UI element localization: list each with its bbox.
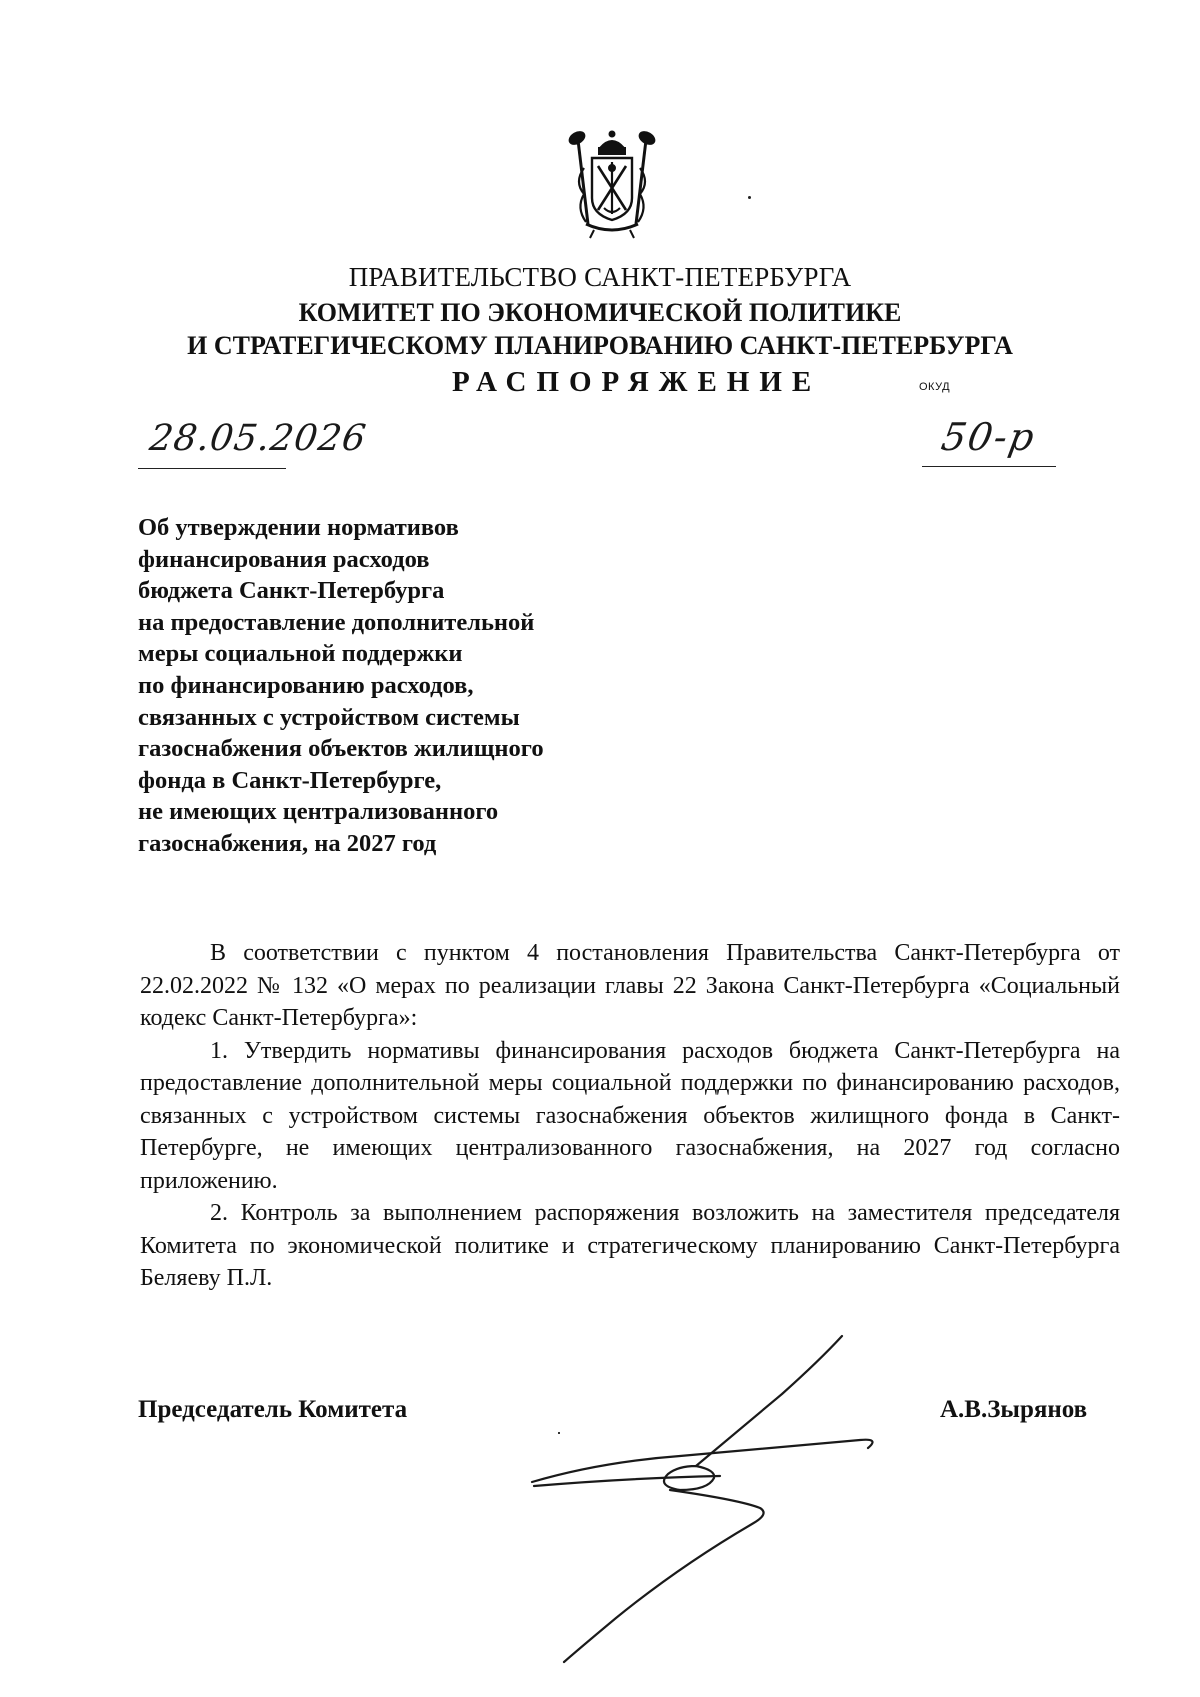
coat-of-arms-icon bbox=[564, 128, 660, 240]
okud-label: ОКУД bbox=[919, 381, 951, 393]
scan-speck bbox=[558, 1432, 560, 1434]
body-item-2: 2. Контроль за выполнением распоряжения возложить на заместителя председателя Комитета по экономической политике и стратегическому планированию Санкт-Петербурга Беляеву П.Л. bbox=[140, 1200, 1120, 1291]
subject-line: газоснабжения, на 2027 год bbox=[138, 829, 437, 857]
registration-date: 28.05.2026 bbox=[147, 418, 370, 459]
number-underline bbox=[922, 466, 1056, 467]
committee-name-line1: КОМИТЕТ ПО ЭКОНОМИЧЕСКОЙ ПОЛИТИКЕ bbox=[298, 298, 902, 327]
subject-line: не имеющих централизованного bbox=[138, 798, 499, 826]
date-underline bbox=[138, 468, 286, 469]
subject-line: меры социальной поддержки bbox=[138, 640, 463, 668]
government-name: ПРАВИТЕЛЬСТВО САНКТ-ПЕТЕРБУРГА bbox=[348, 262, 852, 292]
subject-line: газоснабжения объектов жилищного bbox=[138, 735, 544, 763]
subject-line: бюджета Санкт-Петербурга bbox=[138, 577, 445, 605]
body-item-1: 1. Утвердить нормативы финансирования расходов бюджета Санкт-Петербурга на предоставление дополнительной меры социальной поддержки по финансированию расходов, связанных с устройством системы газоснабжения объектов жилищного фонда в Санкт-Петербурге, не имеющих централизованного газоснабжения, на 2027 год согласно приложению. bbox=[140, 1037, 1120, 1194]
signer-name: А.В.Зырянов bbox=[940, 1396, 1088, 1423]
subject-line: на предоставление дополнительной bbox=[138, 608, 535, 636]
subject-line: связанных с устройством системы bbox=[138, 703, 520, 731]
document-subject bbox=[138, 512, 698, 860]
signer-title: Председатель Комитета bbox=[138, 1396, 408, 1423]
subject-line: фонда в Санкт-Петербурге, bbox=[138, 766, 442, 794]
handwritten-signature-icon bbox=[520, 1330, 940, 1670]
document-body bbox=[140, 937, 1120, 1295]
subject-line: финансирования расходов bbox=[138, 545, 430, 573]
document-type: РАСПОРЯЖЕНИЕ bbox=[452, 366, 822, 398]
subject-line: по финансированию расходов, bbox=[138, 671, 474, 699]
body-preamble: В соответствии с пунктом 4 постановления Правительства Санкт-Петербурга от 22.02.2022 № 132 «О мерах по реализации главы 22 Закона Санкт-Петербурга «Социальный кодекс Санкт-Петербурга»: bbox=[140, 940, 1120, 1031]
committee-name-line2: И СТРАТЕГИЧЕСКОМУ ПЛАНИРОВАНИЮ САНКТ-ПЕТЕРБУРГА bbox=[187, 331, 1013, 360]
registration-number: 50-р bbox=[938, 415, 1040, 459]
scan-speck bbox=[748, 196, 751, 199]
subject-line: Об утверждении нормативов bbox=[138, 514, 459, 541]
